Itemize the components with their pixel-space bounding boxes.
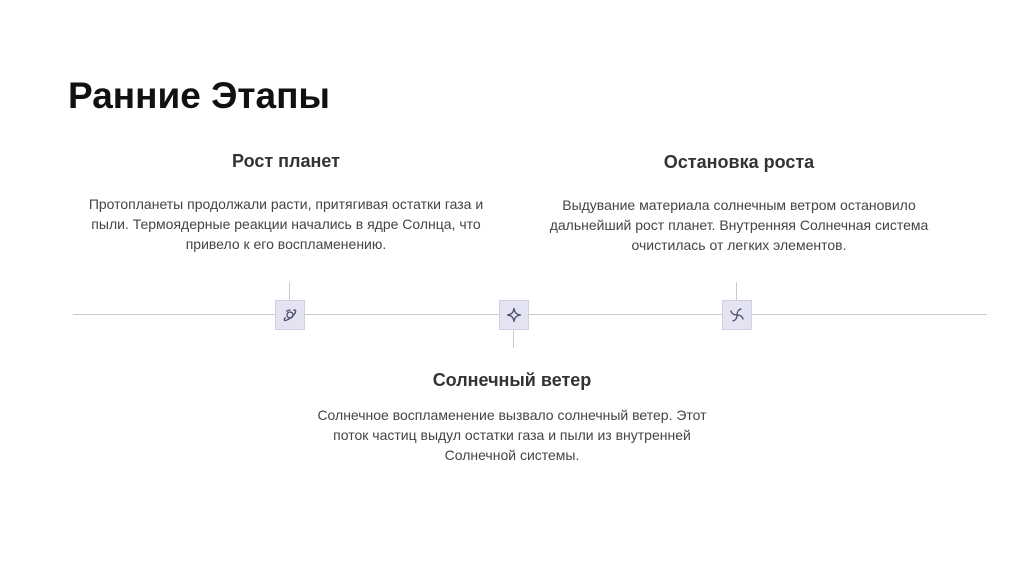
pinwheel-icon <box>729 307 745 323</box>
event-heading: Солнечный ветер <box>432 370 592 390</box>
event-description: Протопланеты продолжали расти, притягивая остатки газа и пыли. Термоядерные реакции начались в ядре Солнца, что привело к его воспламенению. <box>88 196 484 252</box>
timeline-axis <box>73 314 987 315</box>
timeline-event-growth <box>76 150 496 254</box>
timeline-event-stop <box>528 151 950 255</box>
event-description: Солнечное воспламенение вызвало солнечный ветер. Этот поток частиц выдул остатки газа и пыли из внутренней Солнечной системы. <box>317 407 707 463</box>
event-heading: Рост планет <box>232 151 340 171</box>
timeline-marker-2 <box>499 300 529 330</box>
planet-orbit-icon <box>282 307 298 323</box>
page-title: Ранние Этапы <box>68 75 331 116</box>
timeline-event-solar-wind <box>300 369 724 465</box>
timeline-connector <box>289 282 290 300</box>
timeline-marker-1 <box>275 300 305 330</box>
sparkle-icon <box>506 307 522 323</box>
timeline-marker-3 <box>722 300 752 330</box>
event-heading: Остановка роста <box>663 152 815 172</box>
timeline-connector <box>513 330 514 348</box>
timeline-connector <box>736 282 737 300</box>
event-description: Выдувание материала солнечным ветром остановило дальнейший рост планет. Внутренняя Солнечная система очистилась от легких элементов. <box>549 197 929 253</box>
